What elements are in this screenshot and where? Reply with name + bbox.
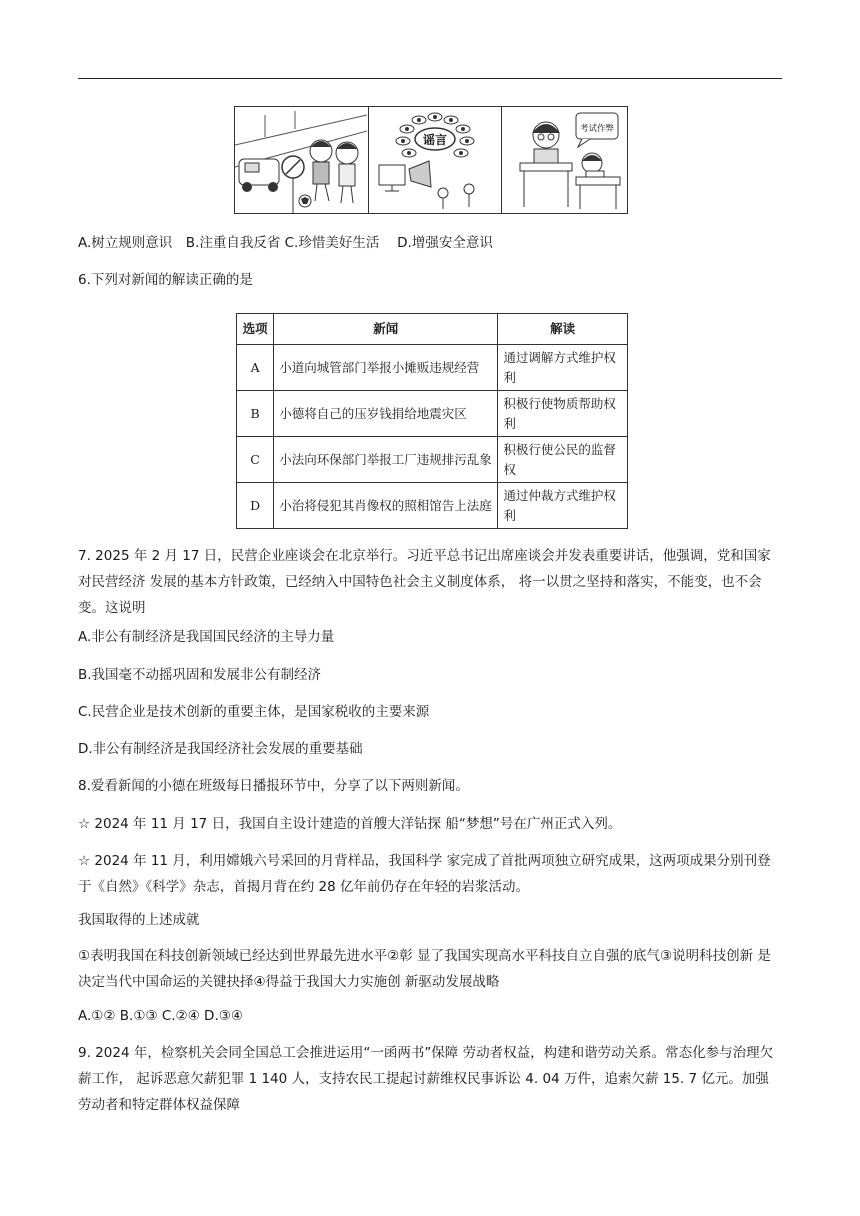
kids-road-illustration bbox=[235, 107, 367, 213]
q7-stem: 7. 2025 年 2 月 17 日，民营企业座谈会在北京举行。习近平总书记出席座谈会并发表重要讲话，他强调，党和国家对民营经济 发展的基本方针政策，已经纳入中国特色社会主义制度体系， 将一以贯之坚持和落实，不能变，也不会变。这说明 bbox=[78, 548, 771, 616]
q7-option-b: B.我国毫不动摇巩固和发展非公有制经济 bbox=[78, 667, 322, 683]
news-cell: 小德将自己的压岁钱捐给地震灾区 bbox=[274, 391, 498, 437]
cartoon-panel-traffic bbox=[235, 107, 367, 213]
option-cell: C bbox=[237, 437, 274, 483]
news-cell: 小道向城管部门举报小摊贩违规经营 bbox=[274, 345, 498, 391]
option-cell: B bbox=[237, 391, 274, 437]
q8-news-2: ☆ 2024 年 11 月，利用嫦娥六号采回的月背样品，我国科学 家完成了首批两项独立研究成果，这两项成果分别刊登 于《自然》《科学》杂志，首揭月背在约 28 亿年前仍存在年轻的岩浆活动。 bbox=[78, 853, 771, 895]
table-row bbox=[237, 345, 628, 391]
q8-stem: 8.爱看新闻的小德在班级每日播报环节中，分享了以下两则新闻。 bbox=[78, 778, 469, 794]
option-cell: A bbox=[237, 345, 274, 391]
news-cell: 小治将侵犯其肖像权的照相馆告上法庭 bbox=[274, 483, 498, 529]
interpretation-cell: 通过仲裁方式维护权利 bbox=[498, 483, 628, 529]
header-option: 选项 bbox=[237, 314, 274, 345]
interpretation-cell: 积极行使公民的监督权 bbox=[498, 437, 628, 483]
q5-options: A.树立规则意识 B.注重自我反省 C.珍惜美好生活 D.增强安全意识 bbox=[78, 235, 493, 251]
header-rule bbox=[78, 78, 782, 79]
table-row bbox=[237, 437, 628, 483]
cheating-label: 考试作弊 bbox=[579, 124, 615, 134]
news-table bbox=[236, 313, 628, 529]
interpretation-cell: 积极行使物质帮助权利 bbox=[498, 391, 628, 437]
q7-option-d: D.非公有制经济是我国经济社会发展的重要基础 bbox=[78, 741, 363, 757]
option-cell: D bbox=[237, 483, 274, 529]
q8-options: A.①② B.①③ C.②④ D.③④ bbox=[78, 1008, 243, 1024]
header-interpretation: 解读 bbox=[498, 314, 628, 345]
news-cell: 小法向环保部门举报工厂违规排污乱象 bbox=[274, 437, 498, 483]
cartoon-panel-cheating bbox=[501, 107, 628, 213]
q8-lead: 我国取得的上述成就 bbox=[78, 912, 200, 928]
q7-option-c: C.民营企业是技术创新的重要主体，是国家税收的主要来源 bbox=[78, 704, 430, 720]
rumor-illustration bbox=[369, 107, 501, 213]
table-row bbox=[237, 483, 628, 529]
cartoon-panel-rumor bbox=[368, 107, 501, 213]
q9-stem: 9. 2024 年，检察机关会同全国总工会推进运用“一函两书”保障 劳动者权益，构建和谐劳动关系。常态化参与治理欠薪工作， 起诉恶意欠薪犯罪 1 140 人，支持农民工提起讨薪维权民事诉讼 4. 04 万件，追索欠薪 15. 7 亿元。加强劳动者和特定群体权益保障 bbox=[78, 1045, 774, 1113]
interpretation-cell: 通过调解方式维护权利 bbox=[498, 345, 628, 391]
header-news: 新闻 bbox=[274, 314, 498, 345]
q7-option-a: A.非公有制经济是我国国民经济的主导力量 bbox=[78, 629, 335, 645]
cartoon-strip bbox=[234, 106, 628, 214]
q6-stem: 6.下列对新闻的解读正确的是 bbox=[78, 272, 253, 288]
rumor-label: 谣言 bbox=[422, 133, 448, 147]
cheating-illustration bbox=[502, 107, 628, 213]
q8-news-1: ☆ 2024 年 11 月 17 日，我国自主设计建造的首艘大洋钻探 船“梦想”号在广州正式入列。 bbox=[78, 816, 622, 832]
q8-statements: ①表明我国在科技创新领域已经达到世界最先进水平②彰 显了我国实现高水平科技自立自强的底气③说明科技创新 是决定当代中国命运的关键抉择④得益于我国大力实施创 新驱动发展战略 bbox=[78, 948, 771, 990]
table-row bbox=[237, 391, 628, 437]
